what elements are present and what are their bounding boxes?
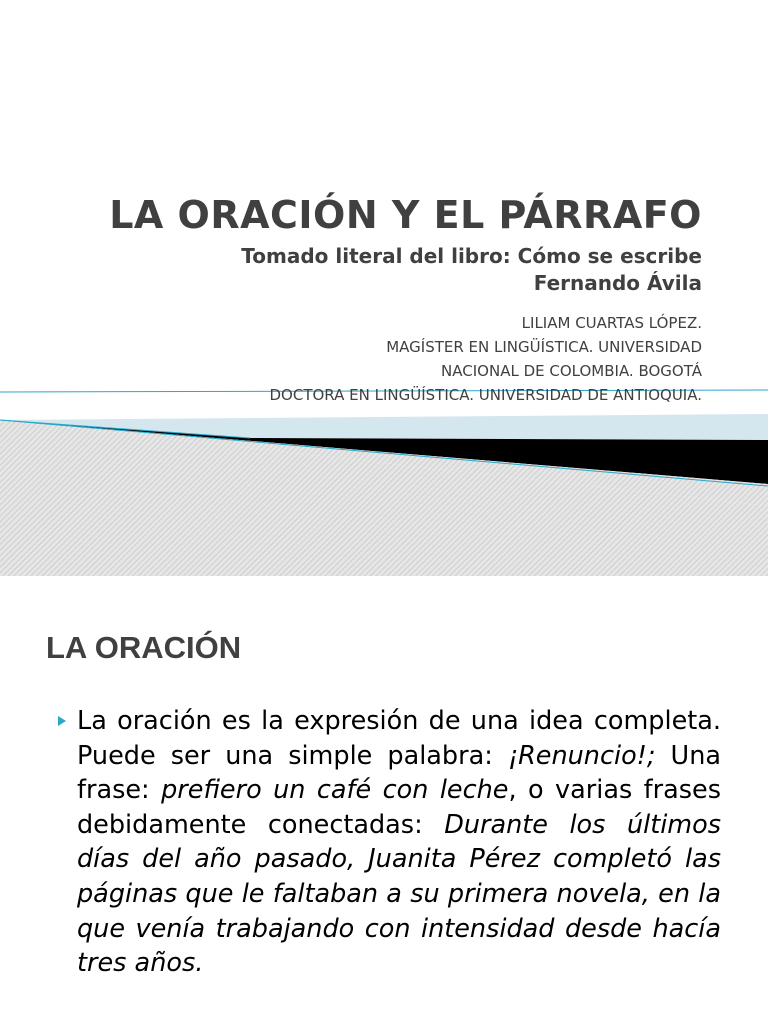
author-line: NACIONAL DE COLOMBIA. BOGOTÁ xyxy=(441,362,702,380)
subtitle-author: Fernando Ávila xyxy=(533,271,702,295)
triangle-bullet-icon xyxy=(58,716,66,726)
example-word: ¡Renuncio!; xyxy=(507,740,656,771)
author-line: DOCTORA EN LINGÜÍSTICA. UNIVERSIDAD DE ANTIOQUIA. xyxy=(269,386,702,404)
author-line: LILIAM CUARTAS LÓPEZ. xyxy=(521,314,702,332)
slide-title: LA ORACIÓN Y EL PÁRRAFO xyxy=(109,193,702,237)
content-slide xyxy=(0,576,768,1024)
section-heading: LA ORACIÓN xyxy=(46,630,242,665)
example-phrase: prefiero un café con leche xyxy=(161,775,509,806)
example-sentences: Durante los últimos días del año pasado, Juanita Pérez completó las páginas que le faltaban a su primera novela, en la que venía trabajando con intensidad desde hacía tres años. xyxy=(77,809,722,979)
paragraph-text: , o varias frases debidamente conectadas: xyxy=(77,775,721,840)
subtitle-source: Tomado literal del libro: Cómo se escribe xyxy=(241,244,702,268)
author-credits xyxy=(270,311,703,407)
paragraph-text: La oración es la expresión de una idea completa. Puede ser una simple palabra: xyxy=(77,706,721,771)
author-line: MAGÍSTER EN LINGÜÍSTICA. UNIVERSIDAD xyxy=(386,338,702,356)
slide-subtitle xyxy=(241,243,702,297)
paragraph-text: Una frase: xyxy=(77,740,721,806)
bullet-paragraph xyxy=(77,704,721,981)
decorative-banner xyxy=(0,380,768,576)
